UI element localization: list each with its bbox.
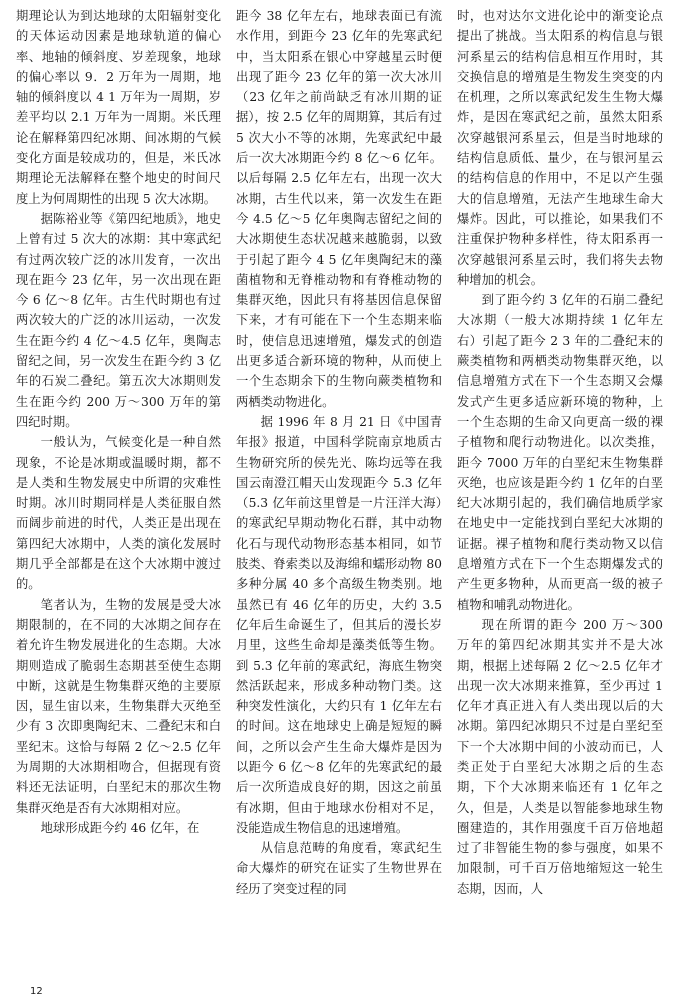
paragraph: 到了距今约 3 亿年的石崩二叠纪大冰期（一般大冰期持续 1 亿年左右）引起了距今 2 3 年的二叠纪末的蕨类植物和两栖类动物集群灭绝，以信息增殖方式在下一个生态期又会爆发式产生更多适应新环境的物种，上一个生态期的生命又向更高一级的裸子植物和爬行动物进化。以次类推，距今 7000 万年的白垩纪末生物集群灭绝，也应该是距今约 1 亿年的白垩纪大冰期引起的，我们确信地质学家在地史中一定能找到白垩纪大冰期的证据。裸子植物和爬行类动物又以信息增殖方式在下一个生态期爆发式的产生更多物种，从而更高一级的被子植物和哺乳动物进化。: [457, 293, 663, 612]
paragraph: 距今 38 亿年左右，地球表面已有流水作用，到距今 23 亿年的先寒武纪中，当太阳系在银心中穿越星云时便出现了距今 23 亿年的第一次大冰川（23 亿年之前尚缺乏有冰川期的证据），按 2.5 亿年的周期算，其后有过 5 次大小不等的冰期，先寒武纪中最后一次大冰期距今约 8 亿～6 亿年。以后每隔 2.5 亿年左右，出现一次大冰期，古生代以来，第一次发生在距今 4.5 亿～5 亿年奥陶志留纪之间的大冰期使生态状况越来越脆弱，以致于引起了距今 4 5 亿年奥陶纪末的藻菌植物和无脊椎动物和有脊椎动物的集群灭绝，因此只有将基因信息保留下来，才有可能在下一个生态期来临时，使信息迅速增殖，爆发式的创造出更多适合新环境的物种，从而使上一个生态期余下的生物向蕨类植物和两栖类动物进化。: [236, 9, 442, 409]
text-column-1: [16, 6, 221, 992]
page-number: 12: [30, 986, 43, 997]
paragraph: 地球形成距今约 46 亿年，在: [40, 820, 200, 835]
paragraph: 据 1996 年 8 月 21 日《中国青年报》报道，中国科学院南京地质古生物研究所的侯先光、陈均远等在我国云南澄江帽天山发现距今 5.3 亿年（5.3 亿年前这里曾是一片汪洋大海）的寒武纪早期动物化石群，其中动物化石与现代动物形态基本相同，如节肢类、脊索类以及海绵和蠕形动物 80 多种分属 40 多个高级生物类别。地虽然已有 46 亿年的历史，大约 3.5 亿年后生命诞生了，但其后的漫长岁月里，这些生命却是藻类低等生物。到 5.3 亿年前的寒武纪，海底生物突然活跃起来，形成多种动物门类。这种突发性演化，大约只有 1 亿年左右的时间。这在地球史上确是短短的瞬间，之所以会产生生命大爆炸是因为以距今 6 亿～8 亿年的先寒武纪的最后一次所造成良好的期，因这之前虽有冰期，但由于地球水份相对不足，没能造成生物信息的迅速增殖。: [236, 414, 442, 835]
paragraph: 现在所谓的距今 200 万～300 万年的第四纪冰期其实并不是大冰期，根据上述每隔 2 亿～2.5 亿年才出现一次大冰期来推算，至少再过 1 亿年才真正进入有人类出现以后的大冰期。第四纪冰期只不过是白垩纪至下一个大冰期中间的小波动而已，人类正处于白垩纪大冰期之后的生态期，下个大冰期来临还有 1 亿年之久，但是，人类是以智能参地球生物圈建造的，其作用强度千百万倍地超过了非智能生物的参与强度，如果不加限制，可千百万倍地缩短这一轮生态期，因而，人: [457, 617, 663, 896]
paragraph: 据陈裕业等《第四纪地质》，地史上曾有过 5 次大的冰期：其中寒武纪有过两次较广泛的冰川发育，一次出现在距今 23 亿年，另一次出现在距今 6 亿～8 亿年。古生代时期也有过两次较大的广泛的冰川运动，一次发生在距今约 4 亿～4.5 亿年，奥陶志留纪之间，另一次发生在距今约 3 亿年的石炭二叠纪。第五次大冰期则发生在距今约 200 万～300 万年的第四纪时期。: [16, 211, 221, 429]
paragraph: 笔者认为，生物的发展是受大冰期限制的，在不同的大冰期之间存在着允许生物发展进化的生态期。大冰期则造成了脆弱生态期甚至使生态期中断，这就是生物集群灭绝的主要原因，显生宙以来，生物集群大灭绝至少有 3 次即奥陶纪末、二叠纪末和白垩纪末。这恰与每隔 2 亿～2.5 亿年为周期的大冰期相吻合，但据现有资料还无法证明，白垩纪末的那次生物集群灭绝是否有大冰期相对应。: [16, 597, 221, 815]
text-column-3: [457, 6, 663, 992]
text-column-2: [236, 6, 442, 992]
paragraph: 从信息范畴的角度看，寒武纪生命大爆炸的研究在证实了生物世界在经历了突变过程的同: [236, 841, 442, 896]
paragraph: 期理论认为到达地球的太阳辐射变化的天体运动因素是地球轨道的偏心率、地轴的倾斜度、岁差现象，地球的偏心率以 9．2 万年为一周期，地轴的倾斜度以 4 1 万年为一周期，岁差平均以 2.1 万年为一周期。米氏理论在解释第四纪冰期、间冰期的气候变化方面是较成功的，但是，米氏冰期理论无法解释在整个地史的时间尺度上为何周期性的出现 5 次大冰期。: [16, 9, 221, 206]
paragraph: 时，也对达尔文进化论中的渐变论点提出了挑战。当太阳系的构信息与银河系星云的结构信息相互作用时，其交换信息的增殖是生物发生突变的内在机理，之所以寒武纪发生生物大爆炸，是因在寒武纪之前，虽然太阳系次穿越银河系星云，但是当时地球的结构信息质低、量少，在与银河星云的结构信息的作用中，不足以产生强大的信息增殖，无法产生地球生命大爆炸。因此，可以推论，如果我们不注重保护物种多样性，待太阳系再一次穿越银河系星云时，我们将失去物种增加的机会。: [457, 9, 663, 287]
paragraph: 一般认为，气候变化是一种自然现象，不论是冰期或温暖时期，都不是人类和生物发展史中所谓的灾难性时期。冰川时期同样是人类征服自然而阔步前进的时代，人类正是出现在第四纪大冰期中，人类的演化发展时期几乎全部都是在这个大冰期中渡过的。: [16, 435, 221, 592]
